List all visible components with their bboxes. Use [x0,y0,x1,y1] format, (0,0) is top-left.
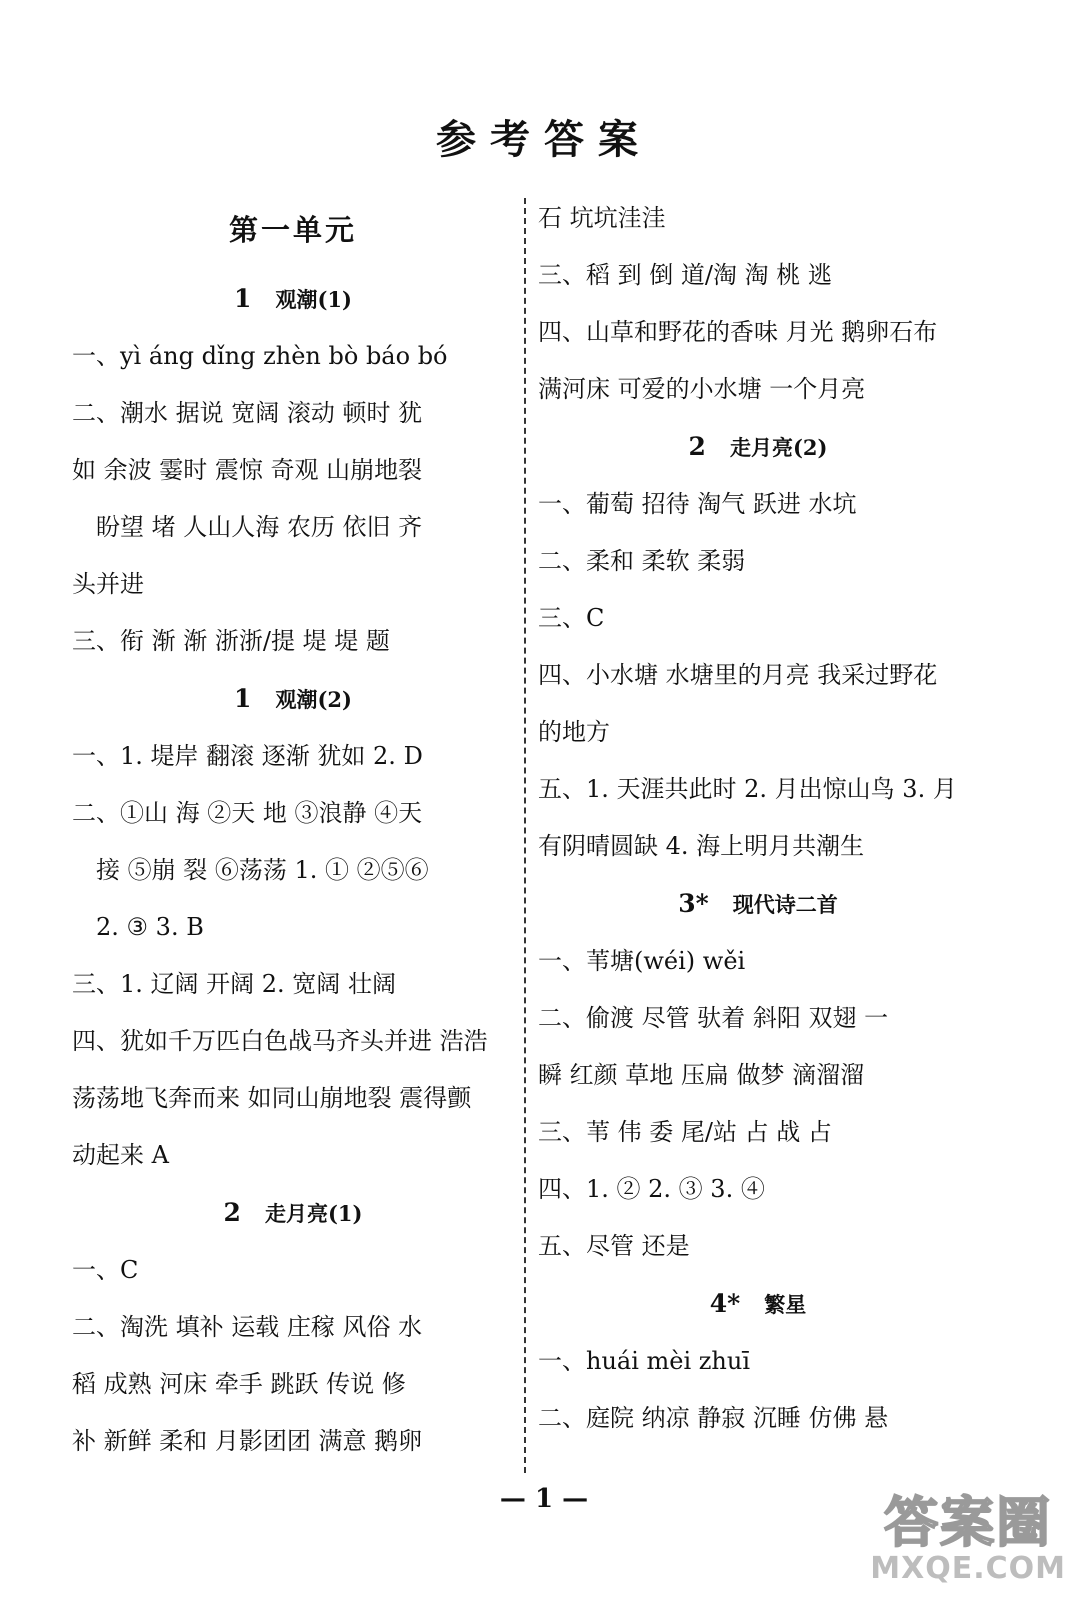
answer-line: 三、衔 渐 渐 浙浙/提 堤 堤 题 [72,627,390,655]
answer-line: 瞬 红颜 草地 压扁 做梦 滴溜溜 [538,1061,865,1089]
answer-line: 四、1. ② 2. ③ 3. ④ [538,1175,765,1203]
answer-line: 四、山草和野花的香味 月光 鹅卵石布 [538,318,938,346]
answer-line: 一、葡萄 招待 淘气 跃进 水坑 [538,490,857,518]
lesson-heading [538,875,978,933]
answer-line: 二、柔和 柔软 柔弱 [538,547,746,575]
answer-line: 稻 成熟 河床 牵手 跳跃 传说 修 [72,1370,406,1398]
answer-line: 五、1. 天涯共此时 2. 月出惊山鸟 3. 月 [538,775,957,803]
answer-line: 二、庭院 纳凉 静寂 沉睡 仿佛 悬 [538,1404,889,1432]
answer-line: 动起来 A [72,1141,169,1169]
left-sections [72,270,514,1470]
answer-line: 二、①山 海 ②天 地 ③浪静 ④天 [72,799,423,827]
answer-line: 三、稻 到 倒 道/淘 淘 桃 逃 [538,261,832,289]
watermark-url: MXQE.COM [870,1551,1066,1586]
answer-line: 三、苇 伟 委 尾/站 占 战 占 [538,1118,832,1146]
watermark [870,1480,1066,1586]
answer-line: 四、小水塘 水塘里的月亮 我采过野花 [538,661,938,689]
right-sections [538,418,978,1447]
answer-line: 如 余波 霎时 震惊 奇观 山崩地裂 [72,456,423,484]
page-number: — 1 — [499,1484,589,1514]
left-column [72,190,514,1470]
lesson-number: 2 [223,1198,241,1227]
answer-line: 三、C [538,604,605,632]
lesson-title: 繁星 [764,1292,807,1317]
answer-line: 一、苇塘(wéi) wěi [538,947,746,975]
lesson-number: 3* [678,889,709,918]
lesson-number: 1 [234,684,252,713]
answer-line: 满河床 可爱的小水塘 一个月亮 [538,375,866,403]
answer-line: 一、huái mèi zhuī [538,1347,751,1375]
right-intro [538,190,978,418]
answer-line: 四、犹如千万匹白色战马齐头并进 浩浩 [72,1027,488,1055]
answer-line: 荡荡地飞奔而来 如同山崩地裂 震得颤 [72,1084,472,1112]
answer-line: 石 坑坑洼洼 [538,204,666,232]
answer-line: 接 ⑤崩 裂 ⑥荡荡 1. ① ②⑤⑥ [96,856,429,884]
answer-line: 二、潮水 据说 宽阔 滚动 顿时 犹 [72,399,423,427]
answer-line: 有阴晴圆缺 4. 海上明月共潮生 [538,832,865,860]
answer-line: 盼望 堵 人山人海 农历 依旧 齐 [96,513,423,541]
page-title: 参考答案 [436,116,652,163]
lesson-number: 4* [709,1289,741,1318]
answer-line: 头并进 [72,570,144,598]
watermark-logo: 答案圈 [884,1491,1053,1554]
lesson-heading [72,270,514,328]
unit-title: 第一单元 [228,213,357,247]
lesson-heading [538,1275,978,1333]
answer-line: 补 新鲜 柔和 月影团团 满意 鹅卵 [72,1427,423,1455]
column-divider [524,198,526,1473]
lesson-number: 1 [234,284,252,313]
lesson-heading [72,1184,514,1242]
lesson-heading [72,670,514,728]
answer-line: 三、1. 辽阔 开阔 2. 宽阔 壮阔 [72,970,396,998]
answer-line: 一、1. 堤岸 翻滚 逐渐 犹如 2. D [72,742,423,770]
answer-line: 二、淘洗 填补 运载 庄稼 风俗 水 [72,1313,423,1341]
right-column [538,190,978,1447]
answer-line: 的地方 [538,718,610,746]
answer-line: 2. ③ 3. B [96,913,204,941]
answer-line: 二、偷渡 尽管 驮着 斜阳 双翅 一 [538,1004,889,1032]
lesson-title: 观潮(1) [275,287,352,312]
answer-line: 五、尽管 还是 [538,1232,690,1260]
lesson-title: 现代诗二首 [732,892,838,917]
lesson-title: 观潮(2) [275,687,352,712]
answer-line: 一、yì áng dǐng zhèn bò báo bó [72,342,448,370]
lesson-title: 走月亮(2) [729,435,828,460]
lesson-title: 走月亮(1) [264,1201,363,1226]
lesson-number: 2 [688,432,706,461]
lesson-heading [538,418,978,476]
answer-line: 一、C [72,1256,139,1284]
